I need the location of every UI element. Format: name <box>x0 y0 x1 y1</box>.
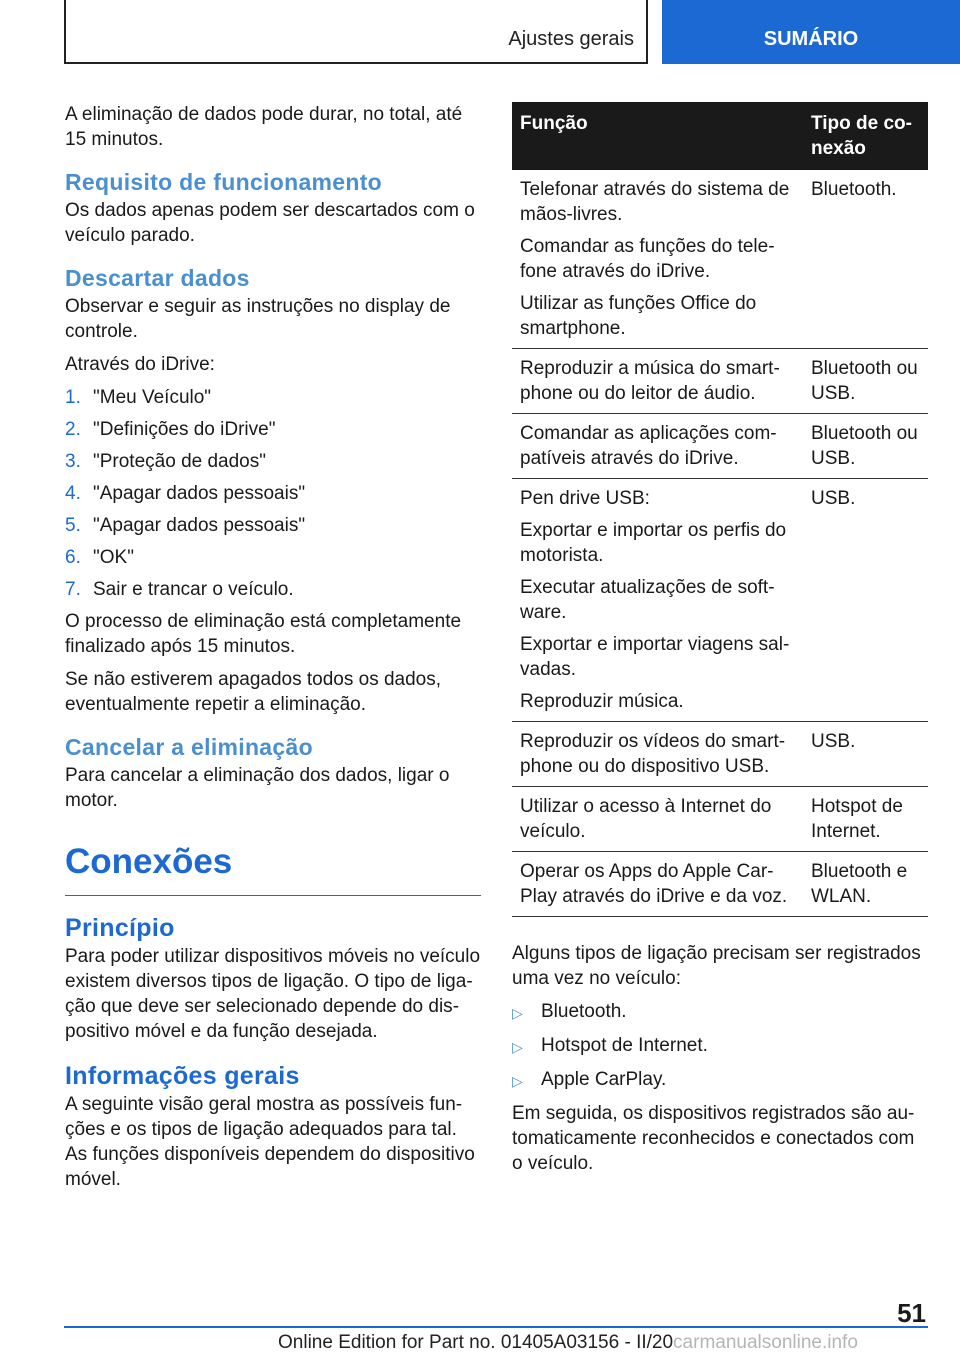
section-title: Ajustes gerais <box>508 28 634 50</box>
function-text: Reproduzir a música do smartphone ou do leitor de áudio. <box>520 358 780 404</box>
step-text: "Apagar dados pessoais" <box>93 483 306 504</box>
connection-cell: Bluetooth e WLAN. <box>803 852 928 917</box>
step-text: "Meu Veículo" <box>93 387 212 408</box>
table-row <box>512 170 928 349</box>
footer-edition: Online Edition for Part no. 01405A03156 - II/20 <box>278 1332 674 1353</box>
function-text: Comandar as aplicações compatíveis através do iDrive. <box>520 423 777 469</box>
function-text: Operar os Apps do Apple CarPlay através do iDrive e da voz. <box>520 861 788 907</box>
function-text: Exportar e importar os perfis do motorista. <box>520 520 787 566</box>
list-item-text: Hotspot de Internet. <box>541 1035 708 1056</box>
heading-requirement: Requisito de funcionamento <box>65 169 383 195</box>
step-text: "Definições do iDrive" <box>93 419 276 440</box>
function-text: Comandar as funções do telefone através do iDrive. <box>520 236 775 282</box>
via-idrive-text: Através do iDrive: <box>65 354 215 375</box>
function-cell <box>512 414 803 479</box>
step-number: 2. <box>65 419 81 440</box>
step-item <box>65 513 481 538</box>
page-number: 51 <box>897 1298 926 1328</box>
step-text: "Apagar dados pessoais" <box>93 515 306 536</box>
left-column <box>65 102 481 1200</box>
registration-text: Alguns tipos de ligação precisam ser registrados uma vez no veículo: <box>512 943 921 989</box>
function-text: Pen drive USB: <box>520 488 650 509</box>
column-header-connection: Tipo de conexão <box>803 102 928 170</box>
step-number: 6. <box>65 547 81 568</box>
step-number: 3. <box>65 451 81 472</box>
function-text: Reproduzir música. <box>520 691 684 712</box>
list-item <box>512 1033 928 1060</box>
triangle-bullet-icon: ▷ <box>512 1005 523 1021</box>
function-cell <box>512 852 803 917</box>
table-row <box>512 787 928 852</box>
steps-list <box>65 385 481 602</box>
heading-discard: Descartar dados <box>65 265 250 291</box>
intro-text: A eliminação de dados pode durar, no total, até 15 minutos. <box>65 104 463 150</box>
step-item <box>65 545 481 570</box>
discard-text: Observar e seguir as instruções no display de controle. <box>65 296 451 342</box>
function-text: Exportar e importar viagens salvadas. <box>520 634 790 680</box>
function-cell <box>512 349 803 414</box>
step-text: "OK" <box>93 547 134 568</box>
function-text: Utilizar as funções Office do smartphone. <box>520 293 757 339</box>
step-number: 4. <box>65 483 81 504</box>
heading-cancel: Cancelar a eliminação <box>65 734 313 760</box>
header-box <box>64 0 648 64</box>
footer-divider <box>64 1326 928 1328</box>
heading-general-info: Informações gerais <box>65 1062 300 1090</box>
cancel-text: Para cancelar a eliminação dos dados, ligar o motor. <box>65 765 450 811</box>
heading-principle: Princípio <box>65 914 175 942</box>
function-cell <box>512 722 803 787</box>
function-cell <box>512 479 803 722</box>
list-item-text: Bluetooth. <box>541 1001 627 1022</box>
connections-table <box>512 102 928 917</box>
table-row <box>512 722 928 787</box>
column-header-function: Função <box>512 102 803 170</box>
principle-text: Para poder utilizar dispositivos móveis no veículo existem diversos tipos de ligação. O tipo de ligação que deve ser selecionado depende do dispositivo móvel e da função desejada. <box>65 946 481 1042</box>
step-item <box>65 449 481 474</box>
table-row <box>512 414 928 479</box>
general-info-text: A seguinte visão geral mostra as possíveis funções e os tipos de ligação adequados para tal. As funções disponíveis dependem do dispositivo móvel. <box>65 1094 475 1190</box>
step-item <box>65 417 481 442</box>
step-item <box>65 385 481 410</box>
function-text: Reproduzir os vídeos do smartphone ou do dispositivo USB. <box>520 731 786 777</box>
step-number: 7. <box>65 579 81 600</box>
step-number: 5. <box>65 515 81 536</box>
after-registration-text: Em seguida, os dispositivos registrados são automaticamente reconhecidos e conectados com o veículo. <box>512 1103 915 1174</box>
connection-cell: Hotspot de Internet. <box>803 787 928 852</box>
contents-tab[interactable]: SUMÁRIO <box>662 0 960 64</box>
table-row <box>512 852 928 917</box>
function-text: Utilizar o acesso à Internet do veículo. <box>520 796 772 842</box>
list-item-text: Apple CarPlay. <box>541 1069 667 1090</box>
step-item <box>65 481 481 506</box>
step-number: 1. <box>65 387 81 408</box>
function-text: Telefonar através do sistema de mãos-livres. <box>520 179 790 225</box>
connection-cell: USB. <box>803 722 928 787</box>
table-row <box>512 349 928 414</box>
step-item <box>65 577 481 602</box>
triangle-bullet-icon: ▷ <box>512 1039 523 1055</box>
requirement-text: Os dados apenas podem ser descartados com o veículo parado. <box>65 200 475 246</box>
connection-cell: Bluetooth. <box>803 170 928 349</box>
connection-cell: USB. <box>803 479 928 722</box>
step-text: "Proteção de dados" <box>93 451 266 472</box>
connection-cell: Bluetooth ou USB. <box>803 414 928 479</box>
step-text: Sair e trancar o veículo. <box>93 579 294 600</box>
list-item <box>512 999 928 1026</box>
function-cell <box>512 787 803 852</box>
function-text: Executar atualizações de software. <box>520 577 775 623</box>
table-row <box>512 479 928 722</box>
repeat-text: Se não estiverem apagados todos os dados, eventualmente repetir a eliminação. <box>65 669 442 715</box>
right-column <box>512 102 928 1184</box>
footer-watermark[interactable]: carmanualsonline.info <box>673 1332 858 1353</box>
completion-text: O processo de eliminação está completamente finalizado após 15 minutos. <box>65 611 462 657</box>
connection-cell: Bluetooth ou USB. <box>803 349 928 414</box>
heading-connections: Conexões <box>65 837 481 896</box>
list-item <box>512 1067 928 1094</box>
registration-list <box>512 999 928 1094</box>
function-cell <box>512 170 803 349</box>
triangle-bullet-icon: ▷ <box>512 1073 523 1089</box>
footer <box>278 1332 858 1354</box>
table-header-row <box>512 102 928 170</box>
